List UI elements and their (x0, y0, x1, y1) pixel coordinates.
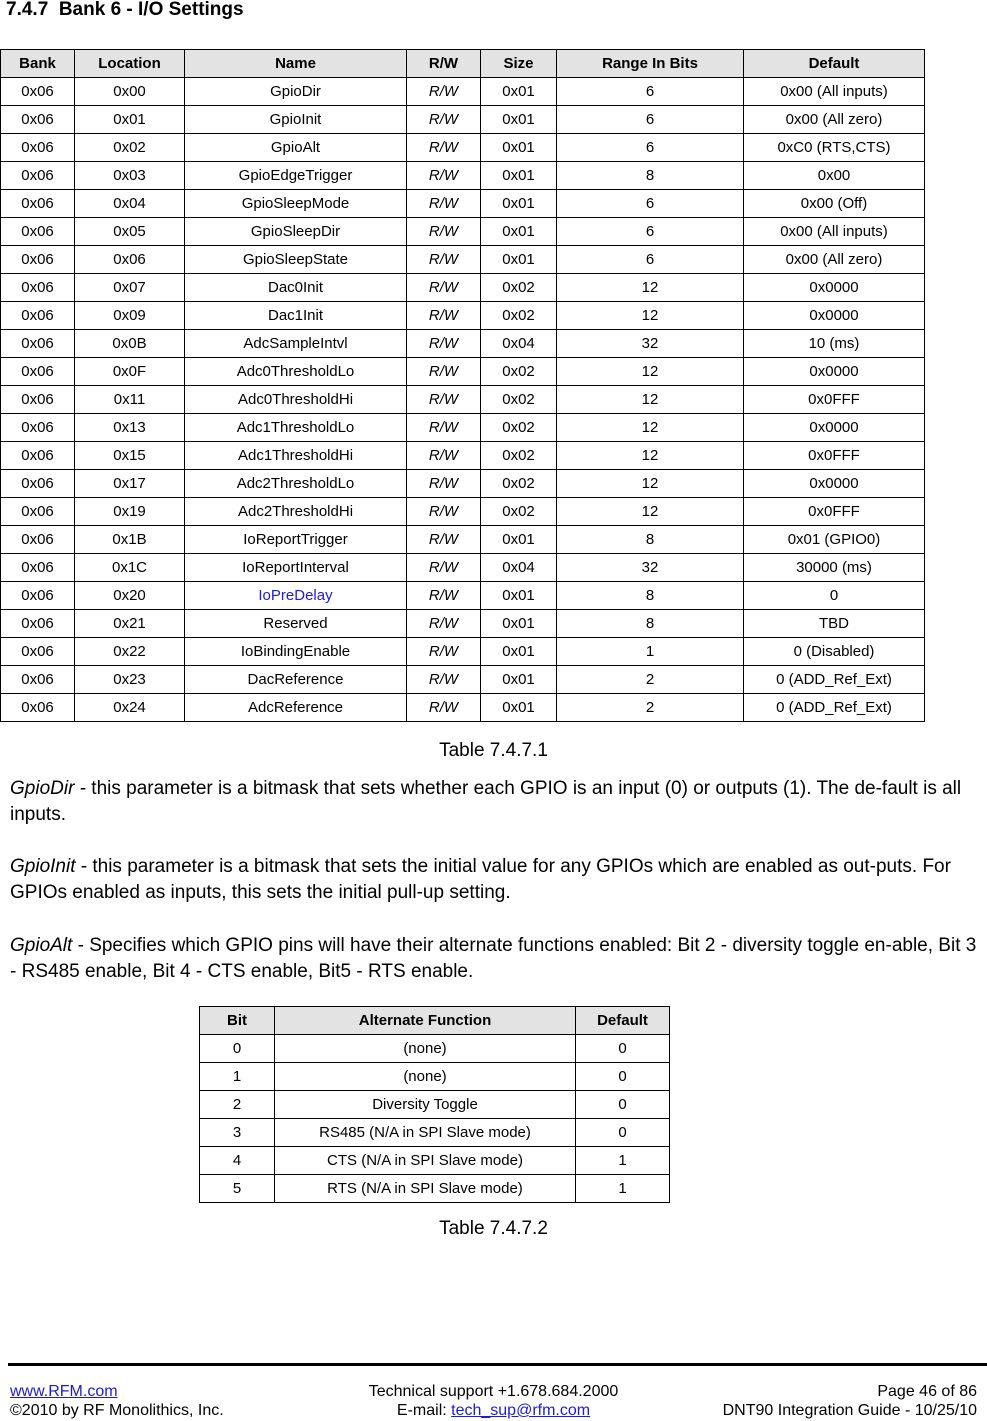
table1-cell: 0x02 (481, 470, 557, 498)
table2-header-row (200, 1007, 670, 1035)
table1-cell: TBD (744, 610, 925, 638)
table1-cell: R/W (407, 694, 481, 722)
table1-cell: 0x0B (75, 330, 185, 358)
table1-cell: R/W (407, 442, 481, 470)
table1-cell: 0x06 (1, 666, 75, 694)
footer-support: Technical support +1.678.684.2000 (368, 1383, 619, 1400)
table1-cell: 12 (557, 498, 744, 526)
table1-cell: 0x06 (1, 134, 75, 162)
table1-cell: 0x0000 (744, 414, 925, 442)
table1-header-cell: Bank (1, 50, 75, 78)
table1-cell: 0x03 (75, 162, 185, 190)
table1-cell: 0x05 (75, 218, 185, 246)
table1-cell: 0 (ADD_Ref_Ext) (744, 694, 925, 722)
footer-copyright: ©2010 by RF Monolithics, Inc. (10, 1402, 224, 1419)
table1-cell: IoBindingEnable (185, 638, 407, 666)
footer-page-number: Page 46 of 86 (877, 1383, 977, 1400)
table1-cell: 12 (557, 302, 744, 330)
table-row (1, 442, 925, 470)
table-row (1, 162, 925, 190)
table1-cell: 0x01 (481, 694, 557, 722)
email-link[interactable]: tech_sup@rfm.com (451, 1402, 591, 1419)
table1-cell: R/W (407, 638, 481, 666)
table1-cell: 0x06 (1, 302, 75, 330)
alternate-function-table (199, 1006, 670, 1203)
table1-header-row (1, 50, 925, 78)
table2-cell: 0 (200, 1035, 275, 1063)
bank6-settings-table (0, 49, 925, 722)
table1-cell: 12 (557, 274, 744, 302)
table2-cell: 3 (200, 1119, 275, 1147)
footer-guide-title: DNT90 Integration Guide - 10/25/10 (722, 1402, 977, 1419)
iopredelay-link[interactable]: IoPreDelay (185, 582, 407, 610)
table2-header-cell: Bit (200, 1007, 275, 1035)
table-row (200, 1035, 670, 1063)
table-row (1, 218, 925, 246)
table1-cell: 0x06 (1, 442, 75, 470)
table1-cell: 0x02 (481, 498, 557, 526)
table1-cell: 0x09 (75, 302, 185, 330)
table1-cell: AdcReference (185, 694, 407, 722)
table1-cell: 6 (557, 190, 744, 218)
website-link[interactable]: www.RFM.com (10, 1383, 118, 1400)
table1-cell: 0x06 (1, 526, 75, 554)
table1-cell: 8 (557, 162, 744, 190)
table1-header-cell: Size (481, 50, 557, 78)
table-row (1, 526, 925, 554)
table1-cell: 0x19 (75, 498, 185, 526)
table-row (1, 386, 925, 414)
table1-cell: GpioSleepDir (185, 218, 407, 246)
table1-cell: 0x00 (All inputs) (744, 218, 925, 246)
table1-cell: Reserved (185, 610, 407, 638)
table1-cell: R/W (407, 498, 481, 526)
table2-header-cell: Default (576, 1007, 670, 1035)
table1-cell: 32 (557, 330, 744, 358)
table1-cell: GpioAlt (185, 134, 407, 162)
table1-cell: DacReference (185, 666, 407, 694)
table1-header-cell: Location (75, 50, 185, 78)
table2-caption: Table 7.4.7.2 (439, 1218, 548, 1239)
table1-cell: 0x01 (481, 526, 557, 554)
table1-cell: 0x04 (481, 554, 557, 582)
table-row (1, 498, 925, 526)
table-row (1, 582, 925, 610)
desc-gpioinit: - this parameter is a bitmask that sets the initial value for any GPIOs which are enabled as out-puts. For GPIOs enabled as inputs, this sets the initial pull-up setting. (10, 856, 951, 903)
table1-cell: 0x23 (75, 666, 185, 694)
table-row (1, 414, 925, 442)
table1-cell: 0x02 (481, 274, 557, 302)
table1-cell: Dac1Init (185, 302, 407, 330)
table1-cell: Adc0ThresholdHi (185, 386, 407, 414)
paragraph-gpioalt (10, 933, 980, 985)
table-row (1, 470, 925, 498)
table1-cell: 0x06 (1, 414, 75, 442)
table1-cell: 0x06 (1, 582, 75, 610)
table1-cell: 2 (557, 694, 744, 722)
table1-cell: 0x01 (481, 162, 557, 190)
table1-cell: 0 (ADD_Ref_Ext) (744, 666, 925, 694)
table2-cell: (none) (275, 1063, 576, 1091)
table-row (1, 78, 925, 106)
paragraph-gpiodir (10, 776, 980, 828)
table1-cell: R/W (407, 358, 481, 386)
table1-cell: 0x06 (1, 162, 75, 190)
table-row (200, 1147, 670, 1175)
table2-cell: 4 (200, 1147, 275, 1175)
table1-cell: 12 (557, 414, 744, 442)
table1-cell: 0x00 (All zero) (744, 246, 925, 274)
table1-cell: 0x0FFF (744, 386, 925, 414)
table1-header-cell: Name (185, 50, 407, 78)
table2-cell: Diversity Toggle (275, 1091, 576, 1119)
table1-cell: R/W (407, 190, 481, 218)
table1-cell: 0x04 (481, 330, 557, 358)
table1-cell: 0x06 (75, 246, 185, 274)
table1-cell: 0x01 (481, 78, 557, 106)
table-row (1, 106, 925, 134)
table1-cell: IoReportInterval (185, 554, 407, 582)
table1-cell: 0x00 (All zero) (744, 106, 925, 134)
table1-body (1, 78, 925, 722)
table1-cell: 32 (557, 554, 744, 582)
table1-cell: 0x01 (481, 190, 557, 218)
table1-caption: Table 7.4.7.1 (439, 740, 548, 761)
paragraph-gpioinit (10, 854, 980, 906)
table1-cell: 8 (557, 582, 744, 610)
table1-cell: 10 (ms) (744, 330, 925, 358)
table-row (1, 554, 925, 582)
table1-cell: 0x1C (75, 554, 185, 582)
table1-cell: 0x06 (1, 386, 75, 414)
table1-cell: R/W (407, 134, 481, 162)
table-row (1, 330, 925, 358)
table1-cell: 0x00 (75, 78, 185, 106)
table2-cell: 0 (576, 1091, 670, 1119)
table1-cell: 0x06 (1, 554, 75, 582)
table1-cell: 0x1B (75, 526, 185, 554)
table2-body (200, 1035, 670, 1203)
table1-cell: 12 (557, 470, 744, 498)
table1-cell: R/W (407, 330, 481, 358)
table2-cell: 1 (200, 1063, 275, 1091)
table1-cell: 0 (Disabled) (744, 638, 925, 666)
table1-header-cell: Range In Bits (557, 50, 744, 78)
table-row (1, 638, 925, 666)
table1-cell: 0x01 (GPIO0) (744, 526, 925, 554)
table1-cell: Adc1ThresholdLo (185, 414, 407, 442)
table1-cell: 0x01 (481, 666, 557, 694)
table1-cell: 6 (557, 106, 744, 134)
table1-cell: 0x06 (1, 358, 75, 386)
table1-cell: 6 (557, 78, 744, 106)
table2-cell: RTS (N/A in SPI Slave mode) (275, 1175, 576, 1203)
table1-cell: 0x01 (481, 218, 557, 246)
table1-cell: GpioInit (185, 106, 407, 134)
table1-cell: 0x0000 (744, 358, 925, 386)
table1-cell: 0x06 (1, 498, 75, 526)
table1-cell: 12 (557, 358, 744, 386)
table1-cell: 0x0000 (744, 470, 925, 498)
table1-cell: 1 (557, 638, 744, 666)
table1-cell: 0x06 (1, 694, 75, 722)
term-gpioalt: GpioAlt (10, 935, 73, 956)
table1-cell: 0x02 (75, 134, 185, 162)
table2-cell: 0 (576, 1119, 670, 1147)
table1-cell: 0x11 (75, 386, 185, 414)
table1-cell: IoReportTrigger (185, 526, 407, 554)
table1-cell: 0x01 (481, 610, 557, 638)
table1-cell: R/W (407, 386, 481, 414)
table1-cell: 0x0FFF (744, 498, 925, 526)
footer-divider (8, 1363, 987, 1366)
table1-cell: GpioDir (185, 78, 407, 106)
table1-cell: 0x01 (481, 134, 557, 162)
table1-cell: R/W (407, 162, 481, 190)
table1-cell: 0x24 (75, 694, 185, 722)
table1-cell: 30000 (ms) (744, 554, 925, 582)
table1-cell: R/W (407, 610, 481, 638)
term-gpioinit: GpioInit (10, 856, 76, 877)
table1-cell: 0x00 (744, 162, 925, 190)
table1-cell: AdcSampleIntvl (185, 330, 407, 358)
table1-cell: 0x0000 (744, 274, 925, 302)
table1-cell: 0x06 (1, 610, 75, 638)
table1-cell: 0x01 (75, 106, 185, 134)
table1-cell: 0x01 (481, 582, 557, 610)
table1-cell: 0x01 (481, 106, 557, 134)
table-row (1, 666, 925, 694)
table1-cell: 12 (557, 442, 744, 470)
table1-header-cell: Default (744, 50, 925, 78)
table-row (1, 610, 925, 638)
table1-cell: 0x06 (1, 470, 75, 498)
table1-cell: 0x02 (481, 414, 557, 442)
table-row (1, 190, 925, 218)
table-row (1, 134, 925, 162)
table1-cell: R/W (407, 470, 481, 498)
table1-cell: 6 (557, 218, 744, 246)
table1-cell: 0x02 (481, 442, 557, 470)
table2-cell: CTS (N/A in SPI Slave mode) (275, 1147, 576, 1175)
table1-cell: 6 (557, 134, 744, 162)
table2-cell: RS485 (N/A in SPI Slave mode) (275, 1119, 576, 1147)
table1-cell: R/W (407, 414, 481, 442)
table1-cell: 12 (557, 386, 744, 414)
table2-cell: 0 (576, 1063, 670, 1091)
table1-cell: 0x02 (481, 386, 557, 414)
table1-cell: 0x06 (1, 218, 75, 246)
table1-cell: 6 (557, 246, 744, 274)
table1-cell: GpioSleepMode (185, 190, 407, 218)
section-number: 7.4.7 (6, 0, 49, 20)
table1-cell: 0x06 (1, 330, 75, 358)
table-row (1, 274, 925, 302)
table2-cell: 5 (200, 1175, 275, 1203)
table1-cell: Adc0ThresholdLo (185, 358, 407, 386)
table1-cell: 0x02 (481, 358, 557, 386)
table1-cell: 0x06 (1, 638, 75, 666)
table1-cell: 0x06 (1, 190, 75, 218)
table2-header-cell: Alternate Function (275, 1007, 576, 1035)
table1-cell: 0x21 (75, 610, 185, 638)
table-row (200, 1119, 670, 1147)
table1-cell: 8 (557, 526, 744, 554)
table1-cell: 0x06 (1, 106, 75, 134)
table1-cell: 0xC0 (RTS,CTS) (744, 134, 925, 162)
table2-cell: 0 (576, 1035, 670, 1063)
section-heading (6, 0, 244, 20)
table1-cell: 0x04 (75, 190, 185, 218)
table1-cell: R/W (407, 106, 481, 134)
table1-cell: GpioEdgeTrigger (185, 162, 407, 190)
table1-cell: 0x01 (481, 638, 557, 666)
table-row (200, 1175, 670, 1203)
table-row (1, 358, 925, 386)
table-row (1, 246, 925, 274)
table1-cell: Adc2ThresholdLo (185, 470, 407, 498)
table1-cell: R/W (407, 582, 481, 610)
table1-cell: R/W (407, 218, 481, 246)
email-label: E-mail: (396, 1402, 452, 1419)
table1-cell: 0 (744, 582, 925, 610)
desc-gpiodir: this parameter is a bitmask that sets whether each GPIO is an input (0) or outputs (1). The de-fault is all inputs. (10, 778, 962, 825)
table2-cell: 1 (576, 1147, 670, 1175)
desc-gpioalt: - Specifies which GPIO pins will have their alternate functions enabled: Bit 2 - diversity toggle en-able, Bit 3 - RS485 enable, Bit 4 - CTS enable, Bit5 - RTS enable. (10, 935, 977, 982)
table1-cell: 0x15 (75, 442, 185, 470)
table1-cell: R/W (407, 274, 481, 302)
table2-cell: 1 (576, 1175, 670, 1203)
table-row (1, 302, 925, 330)
table1-cell: 8 (557, 610, 744, 638)
table1-cell: R/W (407, 302, 481, 330)
table1-cell: 0x06 (1, 78, 75, 106)
table1-cell: 0x01 (481, 246, 557, 274)
table1-cell: 0x00 (Off) (744, 190, 925, 218)
term-gpiodir: GpioDir - (10, 778, 87, 799)
table2-cell: (none) (275, 1035, 576, 1063)
table1-cell: 0x0FFF (744, 442, 925, 470)
table1-cell: Adc1ThresholdHi (185, 442, 407, 470)
table1-header-cell: R/W (407, 50, 481, 78)
table1-cell: R/W (407, 78, 481, 106)
table1-cell: 0x22 (75, 638, 185, 666)
table1-cell: 0x06 (1, 274, 75, 302)
table-row (200, 1063, 670, 1091)
table-row (1, 694, 925, 722)
table1-cell: 0x0000 (744, 302, 925, 330)
table1-cell: R/W (407, 246, 481, 274)
table1-cell: GpioSleepState (185, 246, 407, 274)
table1-cell: 0x06 (1, 246, 75, 274)
table1-cell: Adc2ThresholdHi (185, 498, 407, 526)
table1-cell: 0x0F (75, 358, 185, 386)
table1-cell: 0x07 (75, 274, 185, 302)
table1-cell: R/W (407, 666, 481, 694)
table-row (200, 1091, 670, 1119)
table1-cell: 0x20 (75, 582, 185, 610)
table1-cell: 0x17 (75, 470, 185, 498)
table1-cell: R/W (407, 554, 481, 582)
table1-cell: R/W (407, 526, 481, 554)
table1-cell: 0x02 (481, 302, 557, 330)
table2-cell: 2 (200, 1091, 275, 1119)
section-title: Bank 6 - I/O Settings (58, 0, 244, 20)
table1-cell: 0x00 (All inputs) (744, 78, 925, 106)
table1-cell: Dac0Init (185, 274, 407, 302)
table1-cell: 2 (557, 666, 744, 694)
table1-cell: 0x13 (75, 414, 185, 442)
